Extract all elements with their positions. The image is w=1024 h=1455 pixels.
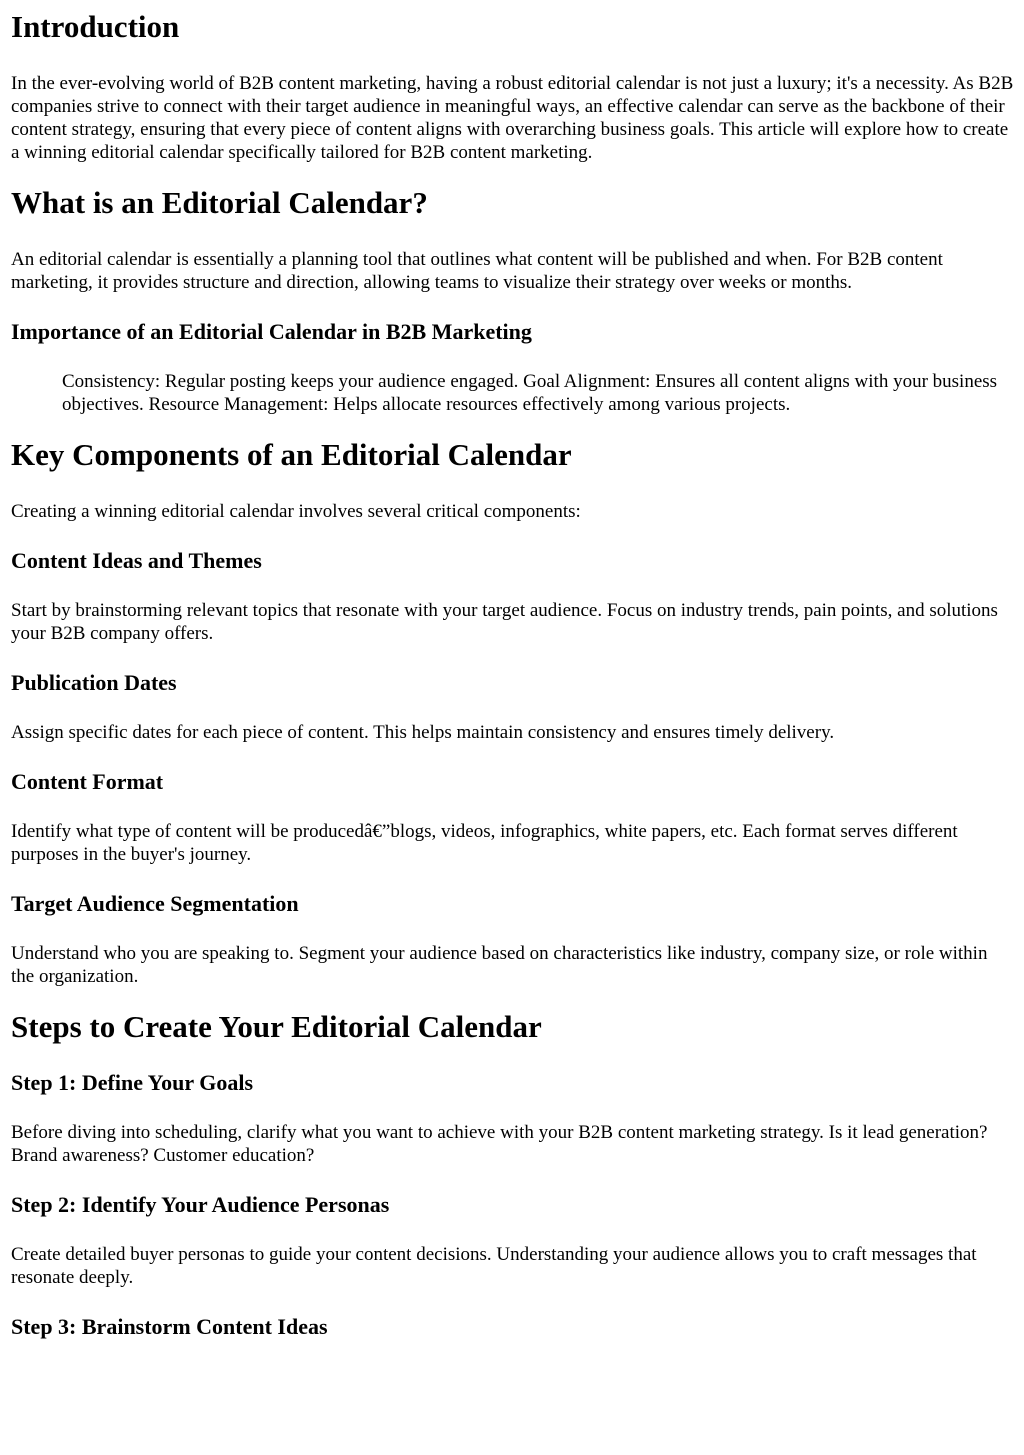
audience-segmentation-heading: Target Audience Segmentation [11,891,299,916]
step-2-heading: Step 2: Identify Your Audience Personas [11,1192,390,1217]
content-format-heading: Content Format [11,769,164,794]
audience-segmentation-paragraph: Understand who you are speaking to. Segment your audience based on characteristics like industry, company size, or role within the organization. [11,943,988,987]
steps-heading: Steps to Create Your Editorial Calendar [11,1009,542,1044]
step-3-heading: Step 3: Brainstorm Content Ideas [11,1314,328,1339]
content-format-paragraph: Identify what type of content will be producedâ€”blogs, videos, infographics, white papers, etc. Each format serves different purposes in the buyer's journey. [11,821,958,865]
publication-dates-paragraph: Assign specific dates for each piece of content. This helps maintain consistency and ensures timely delivery. [11,722,835,743]
publication-dates-heading: Publication Dates [11,670,177,695]
importance-heading: Importance of an Editorial Calendar in B2B Marketing [11,319,532,344]
what-is-paragraph: An editorial calendar is essentially a planning tool that outlines what content will be published and when. For B2B content marketing, it provides structure and direction, allowing teams to visualize their strategy over weeks or months. [11,249,943,293]
content-ideas-heading: Content Ideas and Themes [11,548,262,573]
step-2-paragraph: Create detailed buyer personas to guide your content decisions. Understanding your audience allows you to craft messages that resonate deeply. [11,1244,977,1288]
step-1-paragraph: Before diving into scheduling, clarify what you want to achieve with your B2B content marketing strategy. Is it lead generation? Brand awareness? Customer education? [11,1122,988,1166]
importance-blockquote: Consistency: Regular posting keeps your audience engaged. Goal Alignment: Ensures all content aligns with your business objectives. Resource Management: Helps allocate resources effectively among various projects. [62,371,998,415]
key-components-paragraph: Creating a winning editorial calendar involves several critical components: [11,501,581,522]
content-ideas-paragraph: Start by brainstorming relevant topics that resonate with your target audience. Focus on industry trends, pain points, and solutions your B2B company offers. [11,600,998,644]
introduction-paragraph: In the ever-evolving world of B2B content marketing, having a robust editorial calendar is not just a luxury; it's a necessity. As B2B companies strive to connect with their target audience in meaningful ways, an effective calendar can serve as the backbone of their content strategy, ensuring that every piece of content aligns with overarching business goals. This article will explore how to create a winning editorial calendar specifically tailored for B2B content marketing. [11,73,1014,163]
what-is-heading: What is an Editorial Calendar? [11,185,428,220]
introduction-heading: Introduction [11,9,180,44]
step-1-heading: Step 1: Define Your Goals [11,1070,253,1095]
key-components-heading: Key Components of an Editorial Calendar [11,437,572,472]
